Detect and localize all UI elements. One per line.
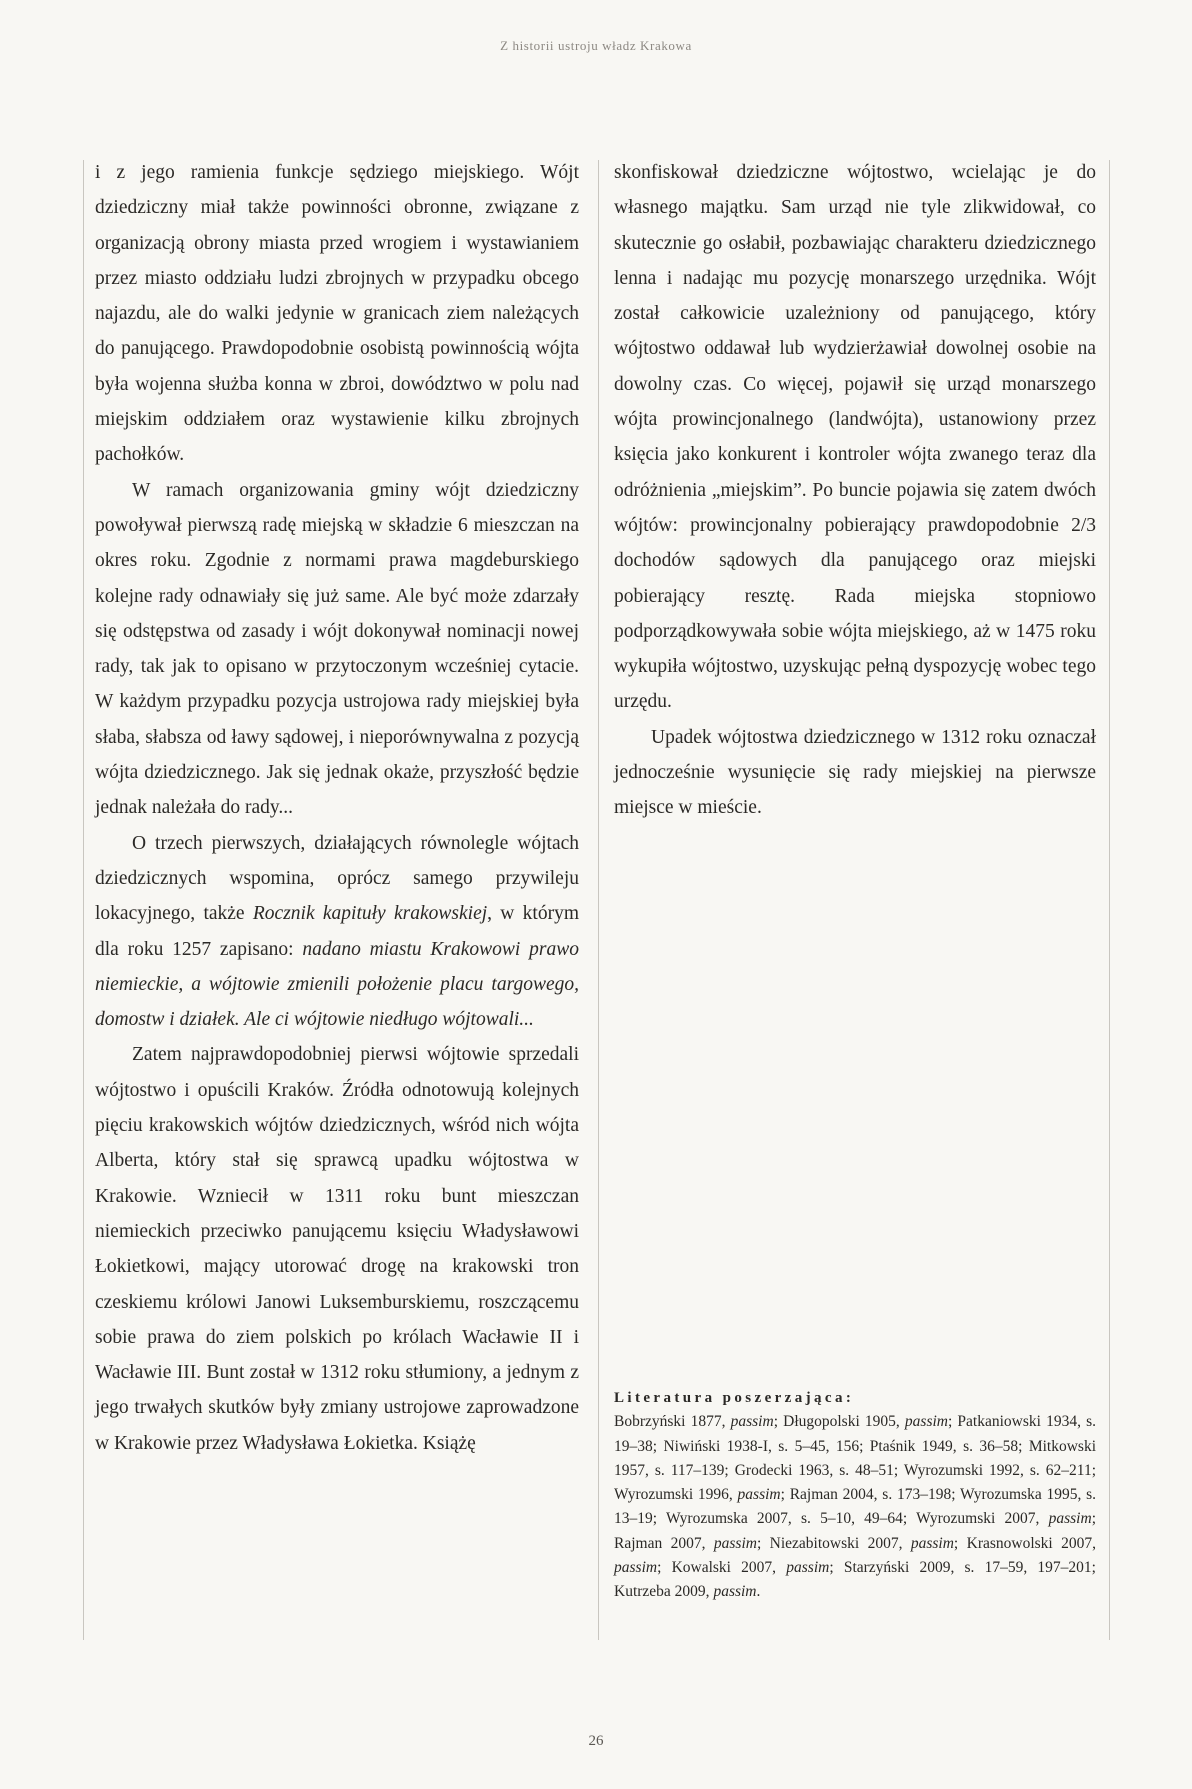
literature-title: Literatura poszerzająca: bbox=[614, 1390, 855, 1406]
left-paragraph-4: Zatem najprawdopodobniej pierwsi wójtowie sprzedali wójtostwo i opuścili Kraków. Źródła odnotowują kolejnych pięciu krakowskich wójtów dziedzicznych, wśród nich wójta Alberta, który stał się sprawcą upadku wójtostwa w Krakowie. Wzniecił w 1311 roku bunt mieszczan niemieckich przeciwko panującemu księciu Władysławowi Łokietkowi, mający utorować drogę na krakowski tron czeskiemu królowi Janowi Luksemburskiemu, roszczącemu sobie prawa do ziem polskich po królach Wacławie II i Wacławie III. Bunt został w 1312 roku stłumiony, a jednym z jego trwałych skutków były zmiany ustrojowe zaprowadzone w Krakowie przez Władysława Łokietka. Książę bbox=[95, 1044, 579, 1454]
literature-entry: Krasnowolski 2007, bbox=[966, 1534, 1096, 1552]
literature-entry-passim: passim bbox=[786, 1559, 830, 1577]
left-paragraph-1: i z jego ramienia funkcje sędziego miejskiego. Wójt dziedziczny miał także powinności obronne, związane z organizacją obrony miasta przed wrogiem i wystawianiem przez miasto oddziału ludzi zbrojnych w przypadku obcego najazdu, ale do walki jedynie w granicach ziem należących do panującego. Prawdopodobnie osobistą powinnością wójta była wojenna służba konna w zbroi, dowództwo w polu nad miejskim oddziałem oraz wystawienie kilku zbrojnych pachołków. bbox=[95, 162, 579, 466]
left-text-column bbox=[95, 155, 579, 1461]
running-title: Z historii ustroju władz Krakowa bbox=[500, 38, 692, 53]
literature-entry-passim: passim bbox=[713, 1583, 757, 1601]
literature-entry-separator: ; bbox=[953, 1534, 967, 1552]
right-paragraph-1: skonfiskował dziedziczne wójtostwo, wcielając je do własnego majątku. Sam urząd nie tyle zlikwidował, co skutecznie go osłabił, pozbawiając charakteru dziedzicznego lenna i nadając mu pozycję monarszego urzędnika. Wójt został całkowicie uzależniony od panującego, który wójtostwo oddawał lub wydzierżawiał dowolnej osobie na dowolny czas. Co więcej, pojawił się urząd monarszego wójta prowincjonalnego (landwójta), ustanowiony przez księcia jako konkurent i kontroler wójta zwanego teraz dla odróżnienia „miejskim”. Po buncie pojawia się zatem dwóch wójtów: prowincjonalny pobierający prawdopodobnie 2/3 dochodów sądowych dla panującego oraz miejski pobierający resztę. Rada miejska stopniowo podporządkowywała sobie wójta miejskiego, aż w 1475 roku wykupiła wójtostwo, uzyskując pełną dyspozycję wobec tego urzędu. bbox=[614, 162, 1096, 713]
literature-entry: Kowalski 2007, bbox=[671, 1559, 787, 1577]
literature-entry-separator: ; bbox=[657, 1559, 672, 1577]
literature-entry-separator: ; bbox=[773, 1413, 784, 1431]
literature-text bbox=[614, 1410, 1096, 1604]
literature-section bbox=[614, 1386, 1096, 1605]
literature-entry-separator: ; bbox=[780, 1486, 790, 1504]
left-paragraph-3-text-a: O trzech pierwszych, działających równolegle wójtach dziedzicznych wspomina, oprócz samego przywileju lokacyjnego, także bbox=[95, 832, 579, 925]
literature-entry-separator: ; bbox=[829, 1559, 844, 1577]
literature-entry-passim: passim bbox=[904, 1413, 948, 1431]
literature-entry-passim: passim bbox=[737, 1486, 781, 1504]
literature-entry: Bobrzyński 1877, bbox=[614, 1413, 731, 1431]
left-paragraph-2: W ramach organizowania gminy wójt dziedziczny powoływał pierwszą radę miejską w składzie 6 mieszczan na okres roku. Zgodnie z normami prawa magdeburskiego kolejne rady odnawiały się już same. Ale być może zdarzały się odstępstwa od zasady i wójt dokonywał nominacji nowej rady, tak jak to opisano w przytoczonym wcześniej cytacie. W każdym przypadku pozycja ustrojowa rady miejskiej była słaba, słabsza od ławy sądowej, i nieporównywalna z pozycją wójta dziedzicznego. Jak się jednak okaże, przyszłość będzie jednak należała do rady... bbox=[95, 479, 579, 819]
left-paragraph-3-title-italic: Rocznik kapituły krakowskiej bbox=[252, 903, 488, 925]
literature-entry-passim: passim bbox=[730, 1413, 774, 1431]
literature-entry: Patkaniowski 1934, s. 19–38; Niwiński 1938-I, s. 5–45, 156; Ptaśnik 1949, s. 36–58; Mitkowski 1957, s. 117–139; Grodecki 1963, s. 48–51; Wyrozumski 1992, s. 62–211; Wyrozumski 1996, bbox=[614, 1413, 1096, 1504]
literature-entry-passim: passim bbox=[910, 1534, 954, 1552]
left-margin-rule bbox=[83, 160, 84, 1640]
literature-entry-passim: passim bbox=[713, 1534, 757, 1552]
literature-entry: Rajman 2007, bbox=[614, 1534, 714, 1552]
right-paragraph-2: Upadek wójtostwa dziedzicznego w 1312 roku oznaczał jednocześnie wysunięcie się rady miejskiej na pierwsze miejsce w mieście. bbox=[614, 726, 1096, 819]
literature-entry-separator: . bbox=[756, 1583, 761, 1601]
left-paragraph-3 bbox=[95, 826, 579, 1038]
literature-entry-separator: ; bbox=[756, 1534, 770, 1552]
literature-entry-passim: passim bbox=[1048, 1510, 1092, 1528]
page-number: 26 bbox=[588, 1733, 604, 1749]
left-paragraph-3-quote-italic: nadano miastu Krakowowi prawo niemieckie, a wójtowie zmienili położenie placu targowego, domostw i działek. Ale ci wójtowie niedługo wójtowali... bbox=[95, 938, 579, 1031]
literature-entry: Rajman 2004, s. 173–198; Wyrozumska 1995, s. 13–19; Wyrozumska 2007, s. 5–10, 49–64; Wyrozumski 2007, bbox=[614, 1486, 1096, 1528]
left-paragraph-3-text-b: , w którym dla roku 1257 zapisano: bbox=[95, 903, 579, 960]
literature-entry: Starzyński 2009, s. 17–59, 197–201; Kutrzeba 2009, bbox=[614, 1559, 1096, 1601]
literature-entry-separator: ; bbox=[1091, 1510, 1096, 1528]
center-column-rule bbox=[598, 160, 599, 1640]
right-text-column bbox=[614, 155, 1096, 826]
literature-entry: Niezabitowski 2007, bbox=[769, 1534, 911, 1552]
literature-entry-passim: passim bbox=[614, 1559, 658, 1577]
literature-entry: Długopolski 1905, bbox=[783, 1413, 905, 1431]
literature-entry-separator: ; bbox=[947, 1413, 958, 1431]
right-margin-rule bbox=[1109, 160, 1110, 1640]
